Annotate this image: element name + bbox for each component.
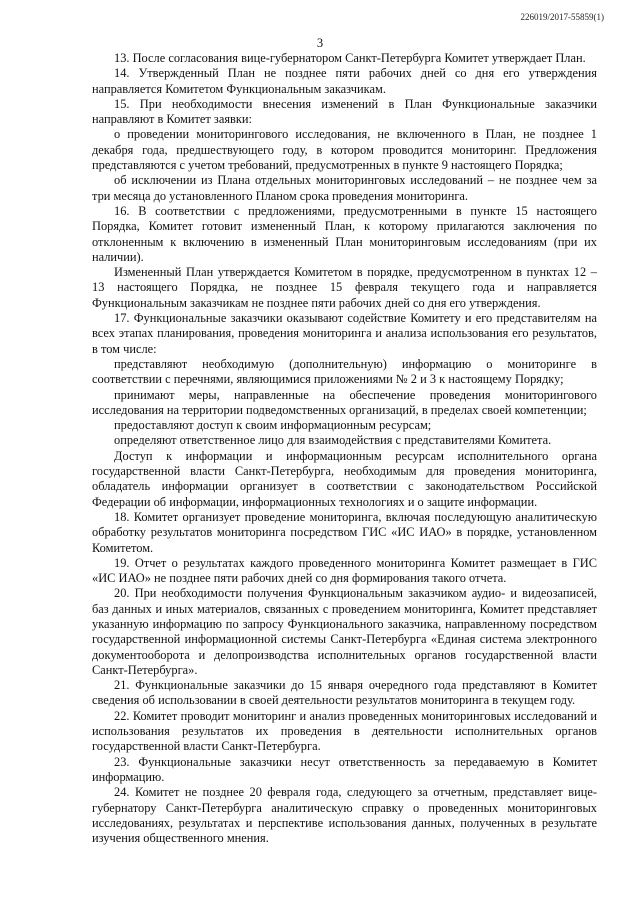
page-number: 3 xyxy=(316,36,324,50)
paragraph-16-continued: Измененный План утверждается Комитетом в порядке, предусмотренном в пунктах 12 – 13 настоящего Порядка, не позднее 15 февраля текущего года и направляется Функциональным заказчикам не позднее пяти рабочих дней со дня его утверждения. xyxy=(92,265,597,310)
paragraph-19: 19. Отчет о результатах каждого проведенного мониторинга Комитет размещает в ГИС «ИС ИАО» не позднее пяти рабочих дней со дня формирования такого отчета. xyxy=(92,555,597,586)
paragraph-17-access-note: Доступ к информации и информационным ресурсам исполнительного органа государственной власти Санкт-Петербурга, необходимым для проведения мониторинга, обладатель информации организует в соответствии с законодательством Российской Федерации об информации, информационных технологиях и о защите информации. xyxy=(92,448,597,509)
paragraph-22: 22. Комитет проводит мониторинг и анализ проведенных мониторинговых исследований и использования результатов их проведения в деятельности исполнительных органов государственной власти Санкт-Петербурга. xyxy=(92,708,597,754)
paragraph-24: 24. Комитет не позднее 20 февраля года, следующего за отчетным, представляет вице-губернатору Санкт-Петербурга аналитическую справку о проведенных мониторинговых исследованиях, результатах и перспективе использования данных, полученных в результате изучения общественного мнения. xyxy=(92,785,597,846)
paragraph-15: 15. При необходимости внесения изменений в План Функциональные заказчики направляют в Комитет заявки: xyxy=(92,96,597,127)
document-body xyxy=(92,51,597,846)
paragraph-21: 21. Функциональные заказчики до 15 января очередного года представляют в Комитет сведения об использовании в своей деятельности результатов мониторинга в текущем году. xyxy=(92,678,597,708)
paragraph-17-item-contact: определяют ответственное лицо для взаимодействия с представителями Комитета. xyxy=(114,433,552,448)
paragraph-15-item-remove: об исключении из Плана отдельных мониторинговых исследований – не позднее чем за три месяца до установленного Планом срока проведения мониторинга. xyxy=(92,173,597,203)
paragraph-17-item-measures: принимают меры, направленные на обеспечение проведения мониторингового исследования на территории подведомственных организаций, в пределах своей компетенции; xyxy=(92,387,597,417)
paragraph-15-item-add: о проведении мониторингового исследования, не включенного в План, не позднее 1 декабря года, предшествующего году, в котором проводится мониторинг. Предложения представляются с учетом требований, предусмотренных в пункте 9 настоящего Порядка; xyxy=(92,127,597,173)
paragraph-13: 13. После согласования вице-губернатором Санкт-Петербурга Комитет утверждает План. xyxy=(114,51,586,65)
paragraph-17: 17. Функциональные заказчики оказывают содействие Комитету и его представителям на всех этапах планирования, проведения мониторинга и анализа использования его результатов, в том числе: xyxy=(92,311,597,356)
paragraph-16: 16. В соответствии с предложениями, предусмотренными в пункте 15 настоящего Порядка, Комитет готовит измененный План, к которому прилагаются заключения по отклоненным к включению в измененный План мониторинговым исследованиям (при их наличии). xyxy=(92,203,597,264)
paragraph-17-item-access: предоставляют доступ к своим информационным ресурсам; xyxy=(114,418,432,433)
document-registration-number: 226019/2017-55859(1) xyxy=(520,12,604,22)
paragraph-20: 20. При необходимости получения Функциональным заказчиком аудио- и видеозаписей, баз данных и иных материалов, связанных с проведением мониторинга, Комитет представляет указанную информацию по запросу Функционального заказчика, направленному посредством государственной информационной системы Санкт-Петербурга «Единая система электронного документооборота и делопроизводства исполнительных органов государственной власти Санкт-Петербурга». xyxy=(92,586,597,677)
paragraph-14: 14. Утвержденный План не позднее пяти рабочих дней со дня его утверждения направляется Комитетом Функциональным заказчикам. xyxy=(92,66,597,96)
paragraph-23: 23. Функциональные заказчики несут ответственность за передаваемую в Комитет информацию. xyxy=(92,754,597,784)
paragraph-18: 18. Комитет организует проведение мониторинга, включая последующую аналитическую обработку результатов мониторинга посредством ГИС «ИС ИАО» в порядке, установленном Комитетом. xyxy=(92,509,597,555)
paragraph-17-item-info: представляют необходимую (дополнительную) информацию о мониторинге в соответствии с перечнями, являющимися приложениями № 2 и 3 к настоящему Порядку; xyxy=(92,356,597,387)
